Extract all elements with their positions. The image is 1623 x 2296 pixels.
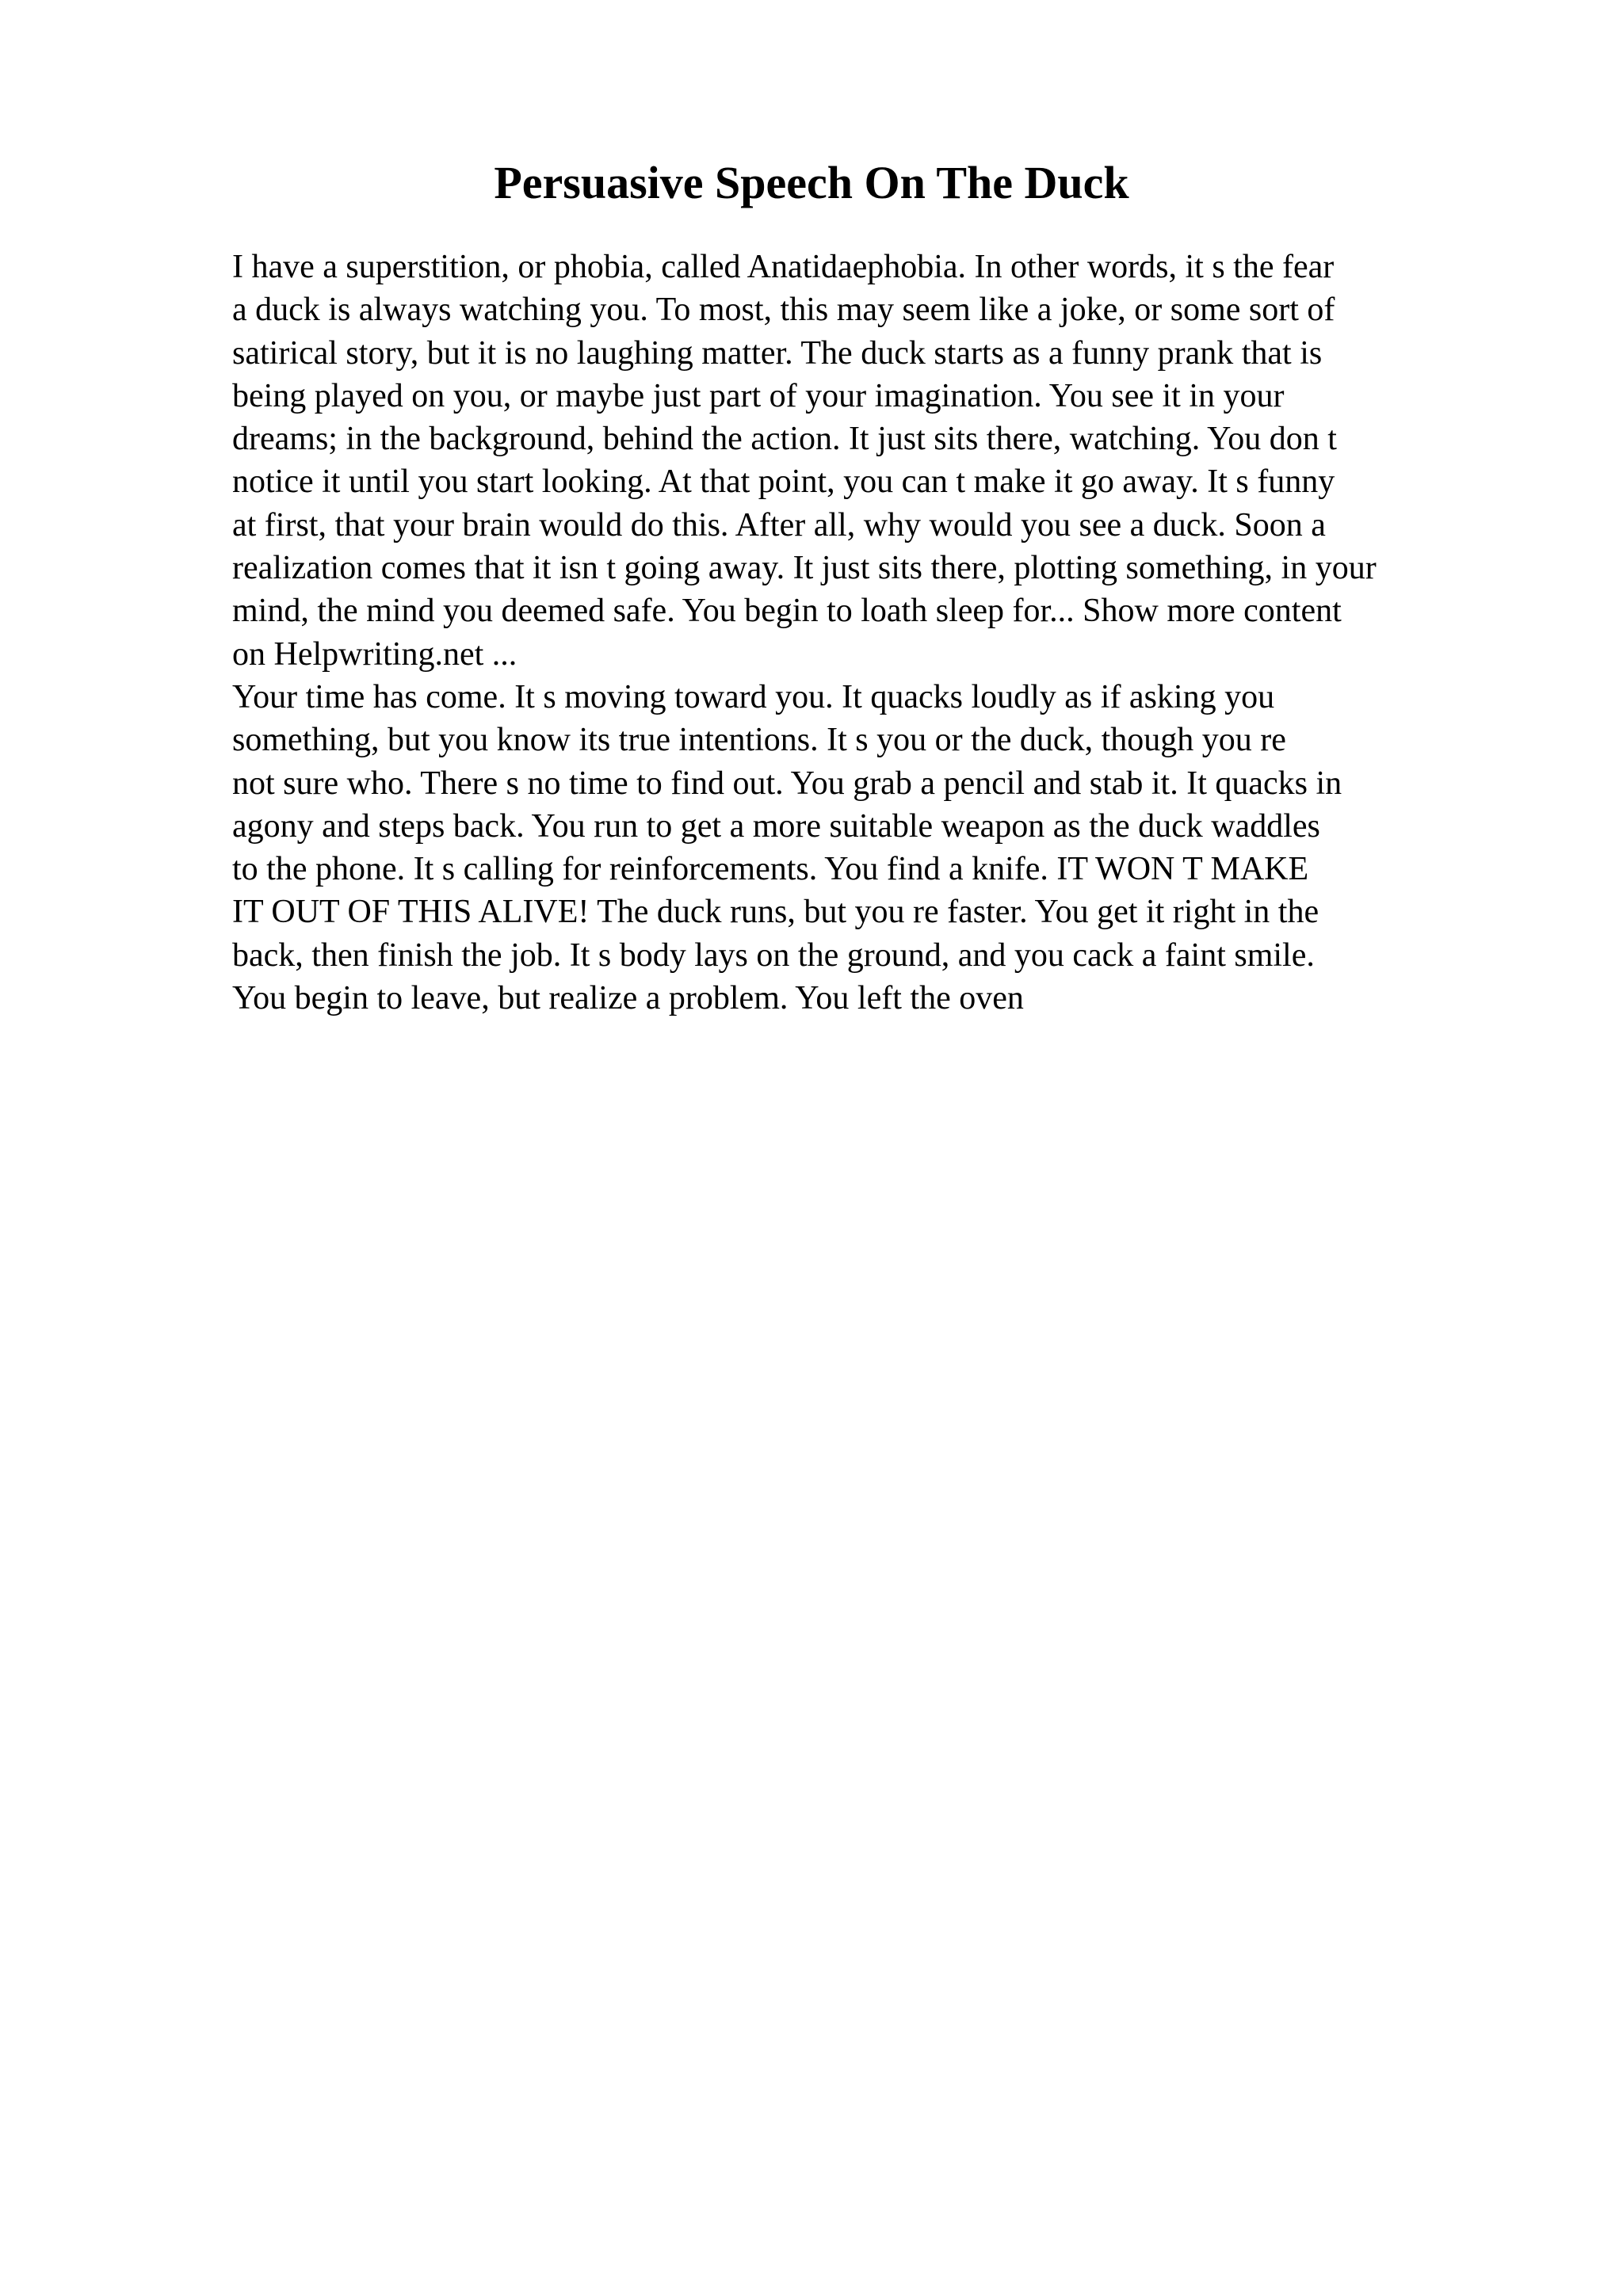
text-line: You begin to leave, but realize a problem. You left the oven (232, 980, 1024, 1017)
text-line: mind, the mind you deemed safe. You begin to loath sleep for... Show more content (232, 593, 1342, 630)
paragraph-1 (232, 246, 1516, 676)
text-line: satirical story, but it is no laughing matter. The duck starts as a funny prank that is (232, 334, 1323, 372)
text-line: not sure who. There s no time to find out. You grab a pencil and stab it. It quacks in (232, 765, 1342, 802)
paragraph-2 (232, 676, 1516, 1020)
text-line: on Helpwriting.net ... (232, 635, 517, 673)
text-line: at first, that your brain would do this. After all, why would you see a duck. Soon a (232, 506, 1326, 543)
text-line: a duck is always watching you. To most, this may seem like a joke, or some sort of (232, 292, 1335, 329)
text-line: I have a superstition, or phobia, called Anatidaephobia. In other words, it s the fear (232, 249, 1335, 285)
text-line: agony and steps back. You run to get a more suitable weapon as the duck waddles (232, 807, 1320, 845)
text-line: IT OUT OF THIS ALIVE! The duck runs, but you re faster. You get it right in the (232, 894, 1319, 931)
text-line: something, but you know its true intentions. It s you or the duck, though you re (232, 722, 1286, 759)
document-body (232, 246, 1516, 1020)
text-line: being played on you, or maybe just part of your imagination. You see it in your (232, 377, 1285, 414)
text-line: realization comes that it isn t going away. It just sits there, plotting something, in your (232, 550, 1377, 587)
document-title: Persuasive Speech On The Duck (494, 157, 1129, 208)
text-line: back, then finish the job. It s body lays on the ground, and you cack a faint smile. (232, 936, 1315, 974)
text-line: notice it until you start looking. At that point, you can t make it go away. It s funny (232, 463, 1335, 501)
text-line: dreams; in the background, behind the action. It just sits there, watching. You don t (232, 421, 1337, 458)
text-line: to the phone. It s calling for reinforcements. You find a knife. IT WON T MAKE (232, 851, 1309, 888)
text-line: Your time has come. It s moving toward you. It quacks loudly as if asking you (232, 678, 1275, 715)
